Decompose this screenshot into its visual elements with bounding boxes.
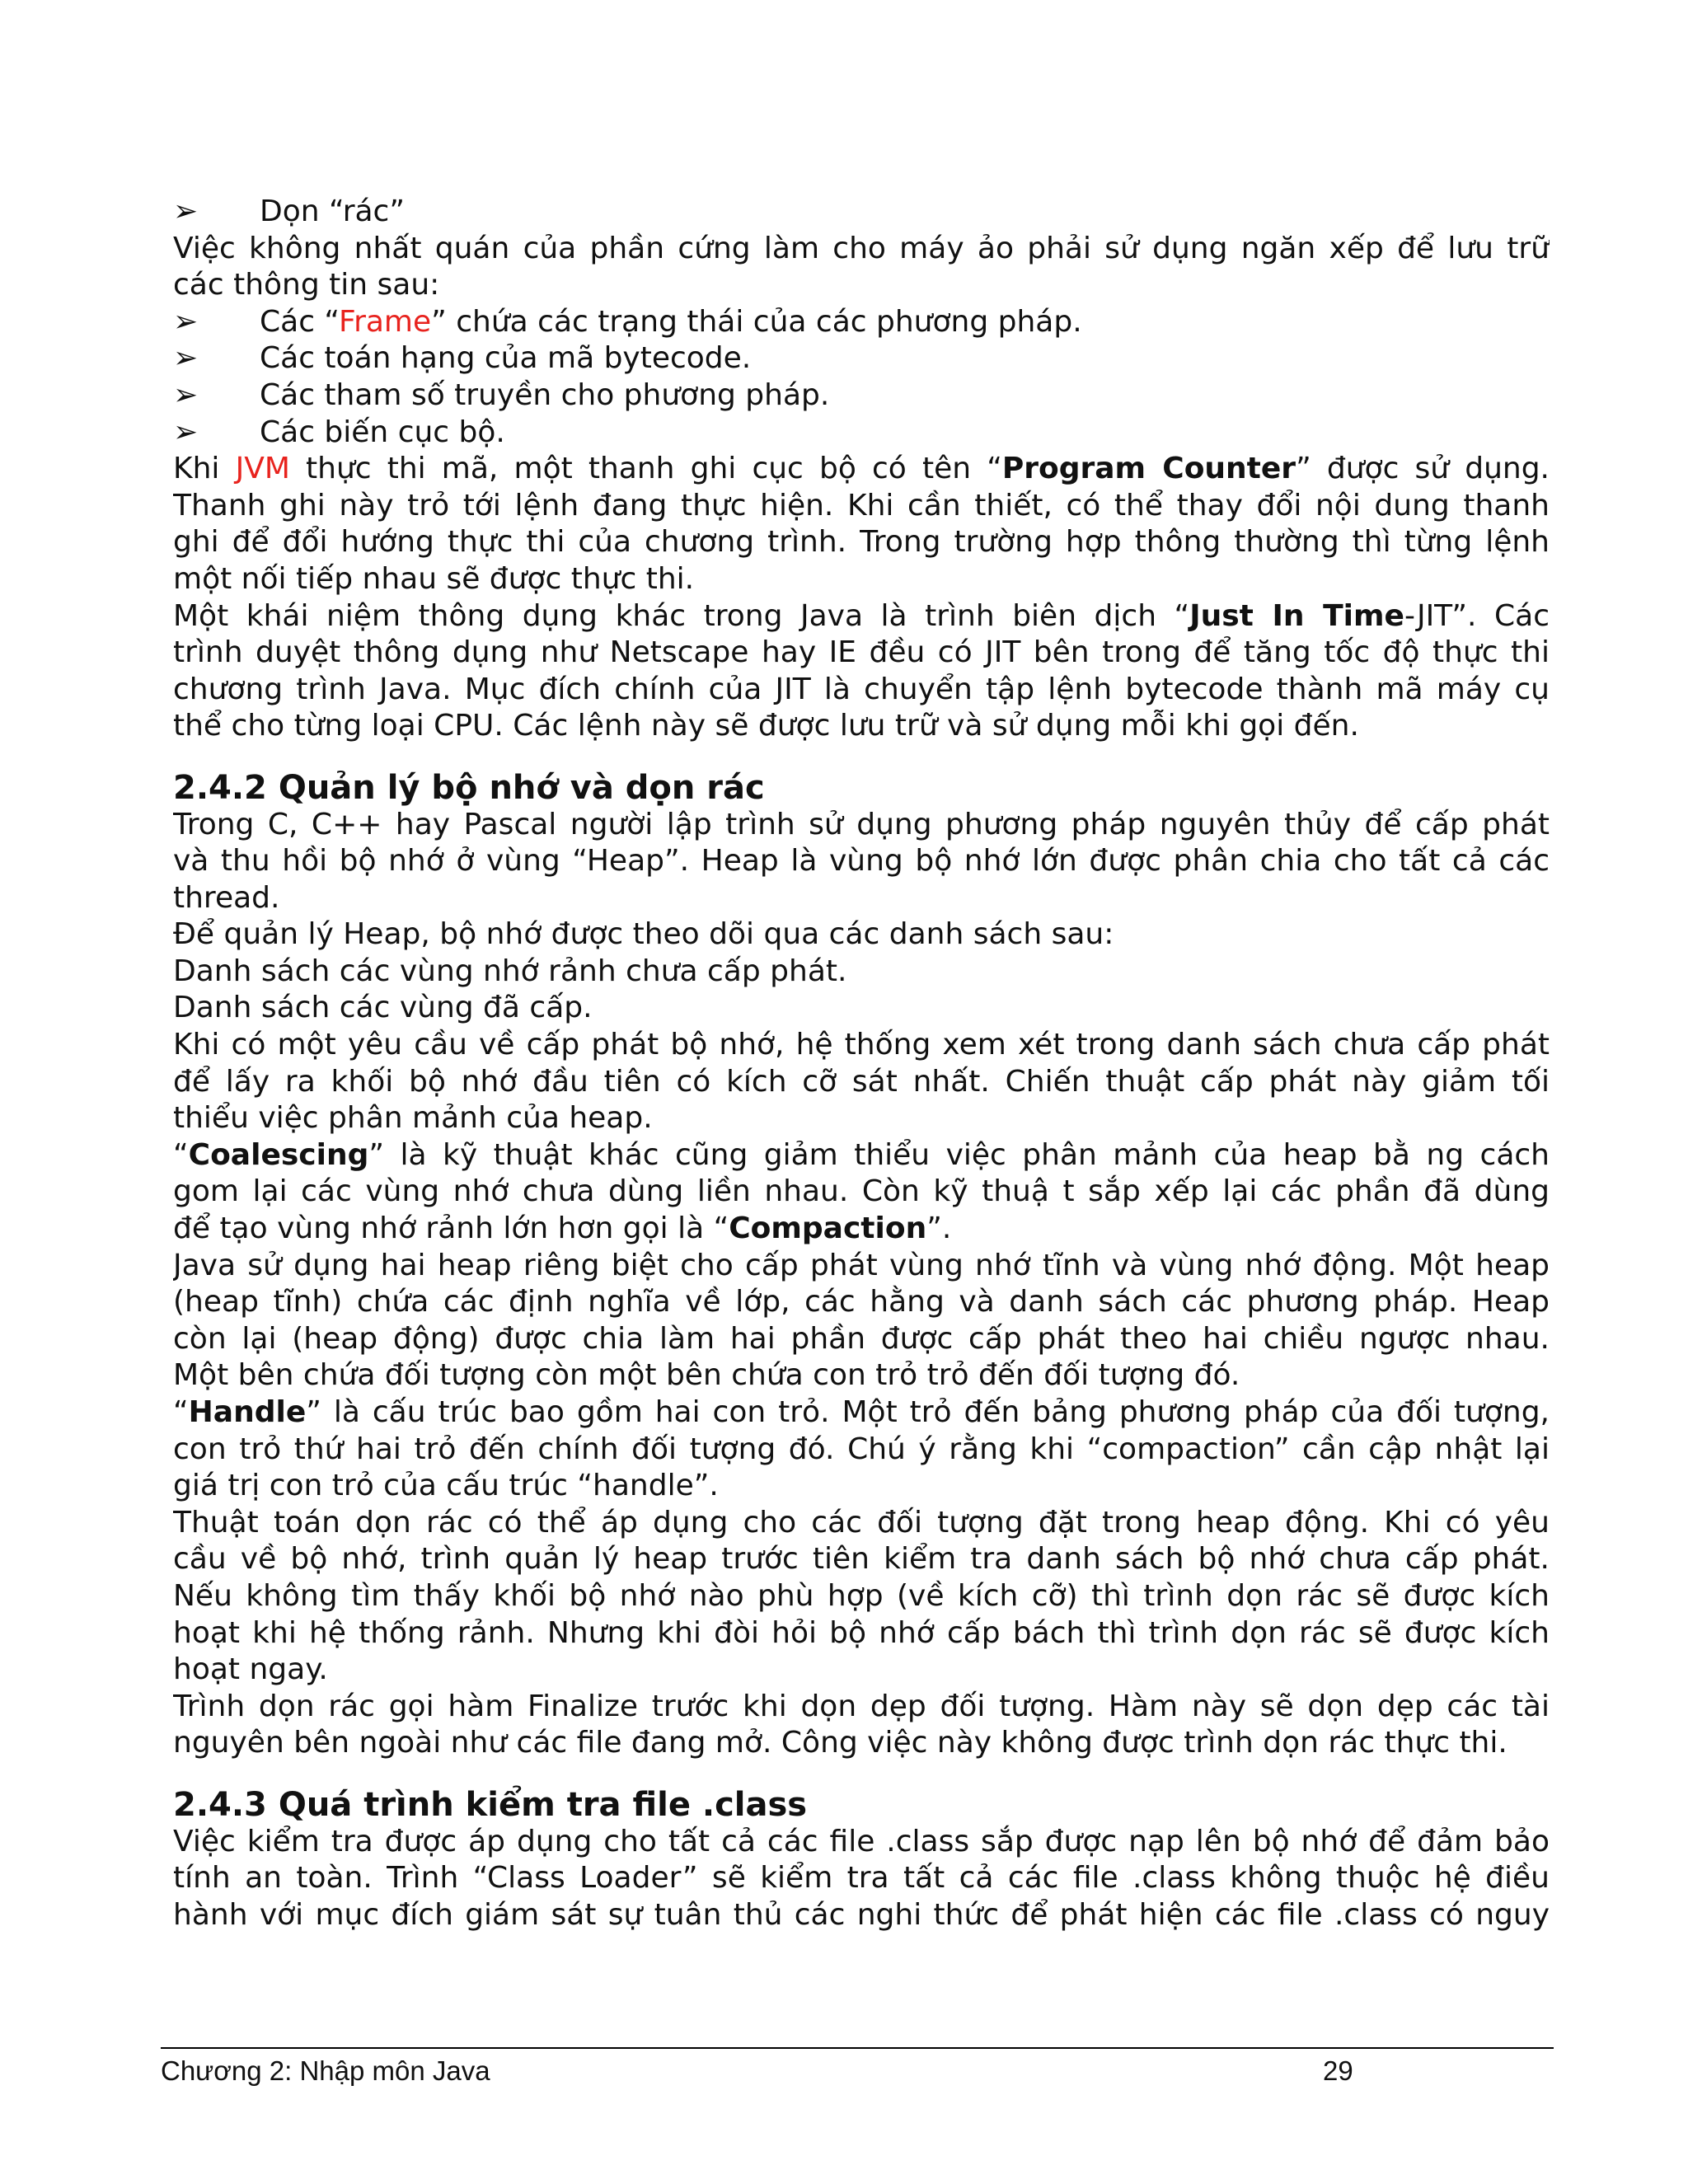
paragraph-line: Java sử dụng hai heap riêng biệt cho cấp phát vùng nhớ tĩnh và vùng nhớ động. Một heap (173, 1248, 1550, 1282)
text-run: thực thi mã, một thanh ghi cục bộ có tên “ (289, 452, 1002, 486)
bold-term: Handle (188, 1395, 307, 1429)
paragraph-line: thể cho từng loại CPU. Các lệnh này sẽ được lưu trữ và sử dụng mỗi khi gọi đến. (173, 709, 1359, 743)
paragraph-line: Để quản lý Heap, bộ nhớ được theo dõi qua các danh sách sau: (173, 917, 1114, 952)
paragraph-line: Trong C, C++ hay Pascal người lập trình sử dụng phương pháp nguyên thủy để cấp phát (173, 807, 1550, 841)
paragraph-line: các thông tin sau: (173, 268, 440, 302)
bullet-item (173, 304, 1550, 341)
bullet-text: ” chứa các trạng thái của các phương pháp. (431, 304, 1082, 339)
paragraph-line: (heap tĩnh) chứa các định nghĩa về lớp, các hằng và danh sách các phương pháp. Heap (173, 1285, 1550, 1319)
paragraph-line: thiểu việc phân mảnh của heap. (173, 1101, 653, 1136)
text-run: Khi (173, 452, 236, 486)
bullet-item (173, 340, 1550, 377)
paragraph-line: hoạt khi hệ thống rảnh. Nhưng khi đòi hỏi bộ nhớ cấp bách thì trình dọn rác sẽ được kích (173, 1615, 1550, 1650)
paragraph-line: Việc kiểm tra được áp dụng cho tất cả các file .class sắp được nạp lên bộ nhớ để đảm bảo (173, 1824, 1550, 1858)
arrow-bullet-icon: ➢ (173, 304, 199, 339)
page-body (173, 194, 1550, 1933)
paragraph-line: Danh sách các vùng nhớ rảnh chưa cấp phát. (173, 954, 847, 988)
text-run: -JIT”. Các (1404, 598, 1550, 633)
paragraph-line: gom lại các vùng nhớ chưa dùng liền nhau. Còn kỹ thuậ t sắp xếp lại các phần đã dùng (173, 1174, 1550, 1209)
paragraph-line (173, 1137, 1550, 1174)
text-run: ” được sử dụng. (1296, 452, 1550, 486)
bold-term: Just In Time (1189, 598, 1404, 633)
arrow-bullet-icon: ➢ (173, 377, 199, 412)
paragraph-line: hoạt ngay. (173, 1652, 328, 1687)
paragraph-line: tính an toàn. Trình “Class Loader” sẽ kiểm tra tất cả các file .class không thuộc hệ điều (173, 1861, 1550, 1896)
paragraph-line: Thanh ghi này trỏ tới lệnh đang thực hiện. Khi cần thiết, có thể thay đổi nội dung thanh (173, 488, 1550, 523)
footer-chapter: Chương 2: Nhập môn Java (161, 2055, 490, 2086)
paragraph-line: thread. (173, 880, 280, 915)
paragraph-line: ghi để đổi hướng thực thi của chương trình. Trong trường hợp thông thường thì từng lệnh (173, 525, 1550, 560)
bullet-text: Các “ (260, 304, 339, 339)
paragraph-line: nguyên bên ngoài như các file đang mở. Công việc này không được trình dọn rác thực thi. (173, 1726, 1507, 1760)
paragraph-line: Khi có một yêu cầu về cấp phát bộ nhớ, hệ thống xem xét trong danh sách chưa cấp phát (173, 1028, 1550, 1062)
arrow-bullet-icon: ➢ (173, 415, 199, 449)
highlight-term: Frame (338, 304, 432, 339)
paragraph-line (173, 598, 1550, 635)
paragraph-line (173, 451, 1550, 488)
text-run: ” là cấu trúc bao gồm hai con trỏ. Một trỏ đến bảng phương pháp của đối tượng, (306, 1395, 1550, 1429)
paragraph-line: để lấy ra khối bộ nhớ đầu tiên có kích cỡ sát nhất. Chiến thuật cấp phát này giảm tối (173, 1064, 1550, 1099)
bold-term: Compaction (729, 1212, 927, 1246)
section-heading: 2.4.3 Quá trình kiểm tra file .class (173, 1785, 808, 1824)
bullet-text: Dọn “rác” (260, 194, 405, 228)
bullet-item (173, 377, 1550, 415)
text-run: để tạo vùng nhớ rảnh lớn hơn gọi là “ (173, 1212, 729, 1246)
arrow-bullet-icon: ➢ (173, 194, 199, 228)
paragraph-line: Một bên chứa đối tượng còn một bên chứa con trỏ trỏ đến đối tượng đó. (173, 1358, 1240, 1393)
section-heading: 2.4.2 Quản lý bộ nhớ và dọn rác (173, 768, 765, 807)
paragraph-line: và thu hồi bộ nhớ ở vùng “Heap”. Heap là vùng bộ nhớ lớn được phân chia cho tất cả các (173, 844, 1550, 879)
text-run: “ (173, 1137, 189, 1172)
paragraph-line: giá trị con trỏ của cấu trúc “handle”. (173, 1469, 719, 1503)
bullet-item (173, 415, 1550, 452)
bullet-text: Các tham số truyền cho phương pháp. (260, 377, 830, 412)
paragraph-line (173, 1211, 1550, 1248)
paragraph-line: còn lại (heap động) được chia làm hai phần được cấp phát theo hai chiều ngược nhau. (173, 1321, 1550, 1356)
text-run: “ (173, 1395, 189, 1429)
paragraph-line: chương trình Java. Mục đích chính của JIT là chuyển tập lệnh bytecode thành mã máy cụ (173, 672, 1550, 706)
bullet-text: Các biến cục bộ. (260, 415, 505, 449)
paragraph-line: Trình dọn rác gọi hàm Finalize trước khi dọn dẹp đối tượng. Hàm này sẽ dọn dẹp các tài (173, 1689, 1550, 1723)
paragraph-line: con trỏ thứ hai trỏ đến chính đối tượng đó. Chú ý rằng khi “compaction” cần cập nhật lại (173, 1432, 1550, 1466)
text-run: ” là kỹ thuật khác cũng giảm thiểu việc phân mảnh của heap bằ ng cách (368, 1137, 1550, 1172)
bold-term: Program Counter (1001, 452, 1296, 486)
paragraph-line: Thuật toán dọn rác có thể áp dụng cho các đối tượng đặt trong heap động. Khi có yêu (173, 1505, 1550, 1540)
page-number: 29 (1323, 2055, 1353, 2086)
paragraph-line: hành với mục đích giám sát sự tuân thủ các nghi thức để phát hiện các file .class có nguy (173, 1897, 1550, 1932)
paragraph-line: Danh sách các vùng đã cấp. (173, 991, 593, 1025)
bullet-text: Các toán hạng của mã bytecode. (260, 341, 752, 376)
text-run: ”. (926, 1212, 952, 1246)
paragraph-line: cầu về bộ nhớ, trình quản lý heap trước tiên kiểm tra danh sách bộ nhớ chưa cấp phát. (173, 1542, 1550, 1577)
bold-term: Coalescing (188, 1137, 369, 1172)
arrow-bullet-icon: ➢ (173, 341, 199, 376)
text-run: Một khái niệm thông dụng khác trong Java là trình biên dịch “ (173, 598, 1190, 633)
paragraph-line: Việc không nhất quán của phần cứng làm cho máy ảo phải sử dụng ngăn xếp để lưu trữ (173, 231, 1550, 265)
paragraph-line (173, 1394, 1550, 1432)
highlight-term: JVM (235, 452, 290, 486)
paragraph-line: Nếu không tìm thấy khối bộ nhớ nào phù hợp (về kích cỡ) thì trình dọn rác sẽ được kích (173, 1578, 1550, 1613)
page-footer (161, 2047, 1554, 2086)
bullet-item (173, 194, 1550, 231)
paragraph-line: trình duyệt thông dụng như Netscape hay IE đều có JIT bên trong để tăng tốc độ thực thi (173, 635, 1550, 670)
paragraph-line: một nối tiếp nhau sẽ được thực thi. (173, 561, 695, 596)
